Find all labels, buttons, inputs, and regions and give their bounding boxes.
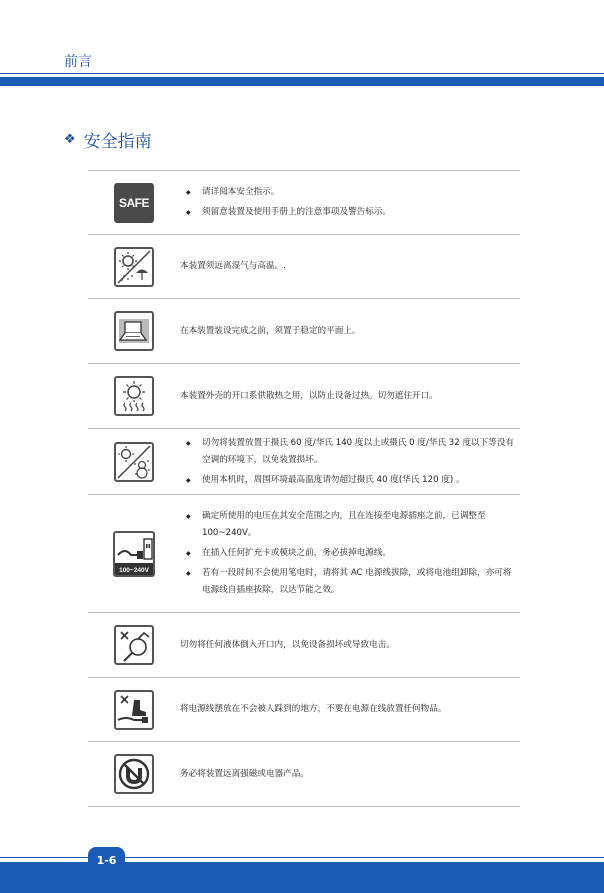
laptop-flat-surface-icon [114,311,154,351]
row-text: 将电源线摆放在不会被人踩到的地方，不要在电源在线放置任何物品。 [180,704,447,714]
list-item: ◆ 切勿将装置放置于摄氏 60 度/华氏 140 度以上或摄氏 0 度/华氏 32 度以下等没有空调的环境下，以免装置损坏。 [180,435,516,469]
row-text: 本装置须远离湿气与高温。. [180,261,286,271]
header-title: 前言 [64,54,92,70]
list-item: ◆ 在插入任何扩充卡或模块之前，务必拔掉电源线。 [180,545,516,562]
list-item: ◆ 请详阅本安全指示。 [180,184,516,201]
header-rule [0,73,604,74]
safe-icon: SAFE [114,183,154,223]
safety-row [88,612,520,677]
temperature-icon [114,442,154,482]
list-item: ◆ 须留意装置及使用手册上的注意事项及警告标示。 [180,204,516,221]
diamond-bullet-icon: ❖ [64,132,76,147]
row-text: 在本装置装设完成之前，须置于稳定的平面上。 [180,325,361,336]
safety-table [88,170,520,807]
safety-row [88,741,520,807]
section-heading [64,127,152,152]
safety-row [88,234,520,298]
humidity-heat-icon [114,247,154,287]
voltage-label: 100~240V [119,566,149,574]
safety-row [88,298,520,363]
no-step-cable-icon [114,690,154,730]
safety-row [88,363,520,428]
row-text: 切勿将任何液体倒入开口内，以免设备损坏或导致电击。 [180,639,395,650]
safety-row [88,428,520,494]
ventilation-icon [114,376,154,416]
no-liquid-icon [114,625,154,665]
no-magnet-icon [114,754,154,794]
list-item: ◆ 若有一段时间不会使用笔电时，请将其 AC 电源线拔除，或将电池组卸除，亦可将电源线自插座拔除，以达节能之效。 [180,565,516,599]
safety-row [88,677,520,741]
header-bar [0,77,604,86]
safety-row [88,170,520,234]
section-title: 安全指南 [83,132,152,152]
list-item: ◆ 使用本机时，周围环境最高温度请勿超过摄氏 40 度(华氏 120 度) 。 [180,472,516,489]
row-text: 本装置外壳的开口系供散热之用，以防止设备过热。切勿遮住开口。 [180,390,438,401]
page-number: 1-6 [88,847,125,874]
power-voltage-icon [113,531,155,577]
row-text: 务必将装置远离强磁或电器产品。 [180,768,309,779]
list-item: ◆ 确定所使用的电压在其安全范围之内，且在连接至电源插座之前，已调整至 100~240V。 [180,508,516,542]
safety-row [88,494,520,612]
